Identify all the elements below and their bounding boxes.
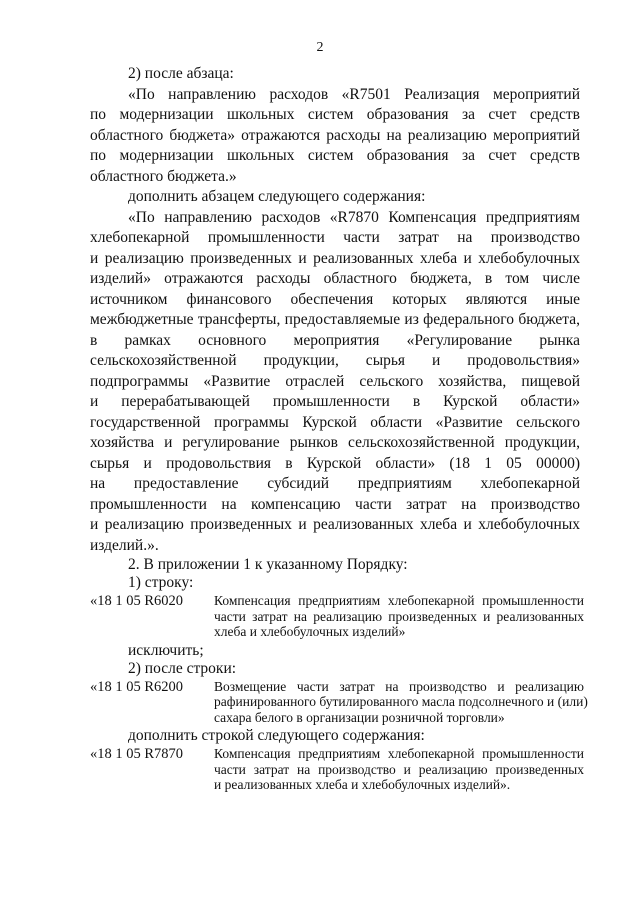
table-row xyxy=(90,746,590,793)
text-line: по модернизации школьных систем образования за счет средств xyxy=(90,106,580,123)
text-line: и перерабатывающей промышленности в Курской области» xyxy=(90,393,580,410)
text-line: подпрограммы «Развитие отраслей сельского хозяйства, пищевой xyxy=(90,372,580,390)
paragraph-after-abzats: 2) после абзаца: xyxy=(128,65,234,82)
text-line: межбюджетные трансферты, предоставляемые из федерального бюджета, xyxy=(90,311,580,328)
text-line: областного бюджета.» xyxy=(90,167,237,185)
desc-line: рафинированного бутилированного масла подсолнечного и (или) xyxy=(214,694,588,709)
text-line: по модернизации школьных систем образования за счет средств xyxy=(90,147,580,164)
page-number: 2 xyxy=(316,40,324,55)
table-row xyxy=(90,679,590,726)
appendix-changes xyxy=(90,556,590,795)
text-line: хлебопекарной промышленности части затрат на производство xyxy=(90,229,580,246)
text-line: сельскохозяйственной продукции, сырья и продовольствия» xyxy=(90,352,580,369)
desc-line: Компенсация предприятиям хлебопекарной промышленности xyxy=(214,746,584,761)
quoted-paragraph-r7870 xyxy=(90,208,580,557)
desc-line: Компенсация предприятиям хлебопекарной промышленности xyxy=(214,593,584,608)
text-line: и реализацию произведенных и реализованных хлеба и хлебобулочных xyxy=(90,516,580,533)
row-code: «18 1 05 R6020 xyxy=(90,593,184,609)
paragraph-add-abzats: дополнить абзацем следующего содержания: xyxy=(128,188,426,205)
desc-line: сахара белого в организации розничной торговли» xyxy=(214,709,505,725)
text-line: и реализацию произведенных и реализованных хлеба и хлебобулочных xyxy=(90,249,580,267)
text-line: в рамках основного мероприятия «Регулирование рынка xyxy=(90,331,580,349)
text-line: промышленности на компенсацию части затрат на производство xyxy=(90,495,580,513)
text-line: областного бюджета» отражаются расходы на реализацию мероприятий xyxy=(90,126,580,144)
row-code: «18 1 05 R7870 xyxy=(90,746,184,762)
add-row-label: дополнить строкой следующего содержания: xyxy=(128,727,425,744)
desc-line: части затрат на реализацию произведенных и реализованных xyxy=(214,608,584,624)
text-line: хозяйства и регулирование рынков сельскохозяйственной продукции, xyxy=(90,434,580,451)
body-text xyxy=(90,64,580,556)
desc-line: и реализованных хлеба и хлебобулочных изделий». xyxy=(214,777,511,792)
text-line: изделий.». xyxy=(90,536,159,554)
text-line: государственной программы Курской области «Развитие сельского xyxy=(90,413,580,431)
text-line: «По направлению расходов «R7501 Реализация мероприятий xyxy=(128,85,580,103)
text-line: «По направлению расходов «R7870 Компенсация предприятиям xyxy=(128,208,580,226)
row-description xyxy=(214,593,584,640)
row-code: «18 1 05 R6200 xyxy=(90,678,184,695)
text-line: изделий» отражаются расходы областного бюджета, в том числе xyxy=(90,270,580,287)
exclude-label: исключить; xyxy=(128,641,204,659)
desc-line: Возмещение части затрат на производство и реализацию xyxy=(214,678,584,694)
row-description xyxy=(214,746,584,793)
desc-line: части затрат на производство и реализацию произведенных xyxy=(214,761,584,777)
desc-line: хлеба и хлебобулочных изделий» xyxy=(214,624,406,639)
item-label: 2) после строки: xyxy=(128,659,237,677)
quoted-paragraph-r7501 xyxy=(90,85,580,188)
row-description xyxy=(214,678,588,726)
text-line: сырья и продовольствия в Курской области» (18 1 05 00000) xyxy=(90,454,580,472)
table-row xyxy=(90,593,590,640)
text-line: на предоставление субсидий предприятиям хлебопекарной xyxy=(90,475,580,492)
item-label: 1) строку: xyxy=(128,574,194,591)
text-line: источником финансового обеспечения которых являются иные xyxy=(90,290,580,308)
section-heading: 2. В приложении 1 к указанному Порядку: xyxy=(128,556,408,573)
